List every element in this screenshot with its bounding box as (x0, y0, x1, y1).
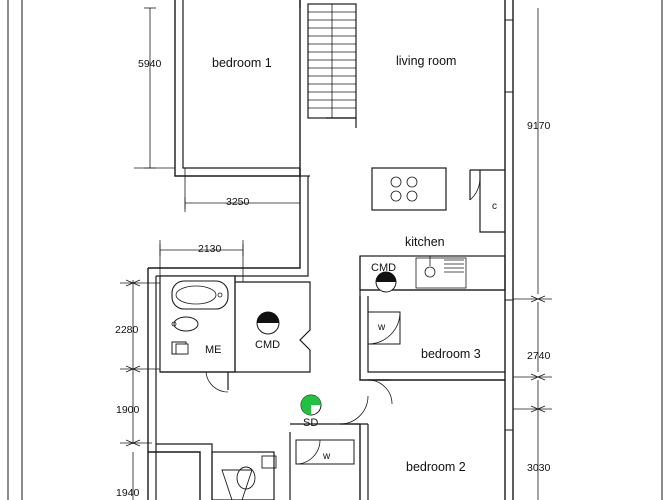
dimension-2280: 2280 (115, 324, 139, 336)
room-label-bedroom-1: bedroom 1 (212, 56, 272, 70)
window-marks-right (505, 20, 513, 430)
wall-bedroom3 (360, 296, 505, 380)
label-sd: SD (303, 417, 319, 429)
bathroom-door-swing (206, 372, 228, 392)
stairs-base (326, 118, 356, 128)
dimension-2130: 2130 (198, 243, 222, 255)
dimension-1900: 1900 (116, 404, 140, 416)
dimension-5940: 5940 (138, 58, 162, 70)
dimension-3030: 3030 (527, 462, 551, 474)
wc-room-walls2 (235, 350, 310, 372)
label-c-cupboard: c (492, 201, 497, 212)
wc-lower-outline (212, 452, 274, 500)
label-cmd-bathroom: CMD (255, 339, 281, 351)
label-cmd-kitchen: CMD (371, 262, 397, 274)
dimension-1940: 1940 (116, 487, 140, 499)
kitchen-sink-unit (416, 258, 466, 288)
kitchen-sink-bowl (425, 267, 435, 277)
dimension-3250: 3250 (226, 196, 250, 208)
wall-hall-top (148, 168, 300, 268)
label-w-bedroom2: w (323, 451, 331, 462)
label-w-bedroom3: w (378, 322, 386, 333)
cooker-outline (372, 168, 446, 210)
bedroom2-door-swing (340, 396, 368, 424)
cmd-symbol-bathroom (257, 312, 279, 334)
cupboard-door-swing (470, 178, 480, 200)
wardrobe-bedroom2-swing (296, 440, 320, 464)
wall-bedroom1-inner (183, 0, 300, 168)
cmd-symbol-kitchen (376, 272, 396, 292)
me-symbol (176, 344, 188, 354)
wall-bedroom1-outline (175, 0, 300, 176)
wall-hall-top-inner (156, 176, 308, 276)
room-label-bedroom-3: bedroom 3 (421, 347, 481, 361)
cooker-burners (391, 177, 417, 201)
label-me: ME (205, 344, 222, 356)
kitchen-drainer (444, 260, 464, 272)
bedroom3-door-swing (368, 380, 392, 404)
dimension-lines (120, 8, 552, 500)
dimension-2740: 2740 (527, 350, 551, 362)
room-label-kitchen: kitchen (405, 235, 445, 249)
sd-symbol (301, 395, 321, 415)
room-label-bedroom-2: bedroom 2 (406, 460, 466, 474)
dimension-9170: 9170 (527, 120, 551, 132)
room-label-living-room: living room (396, 54, 457, 68)
